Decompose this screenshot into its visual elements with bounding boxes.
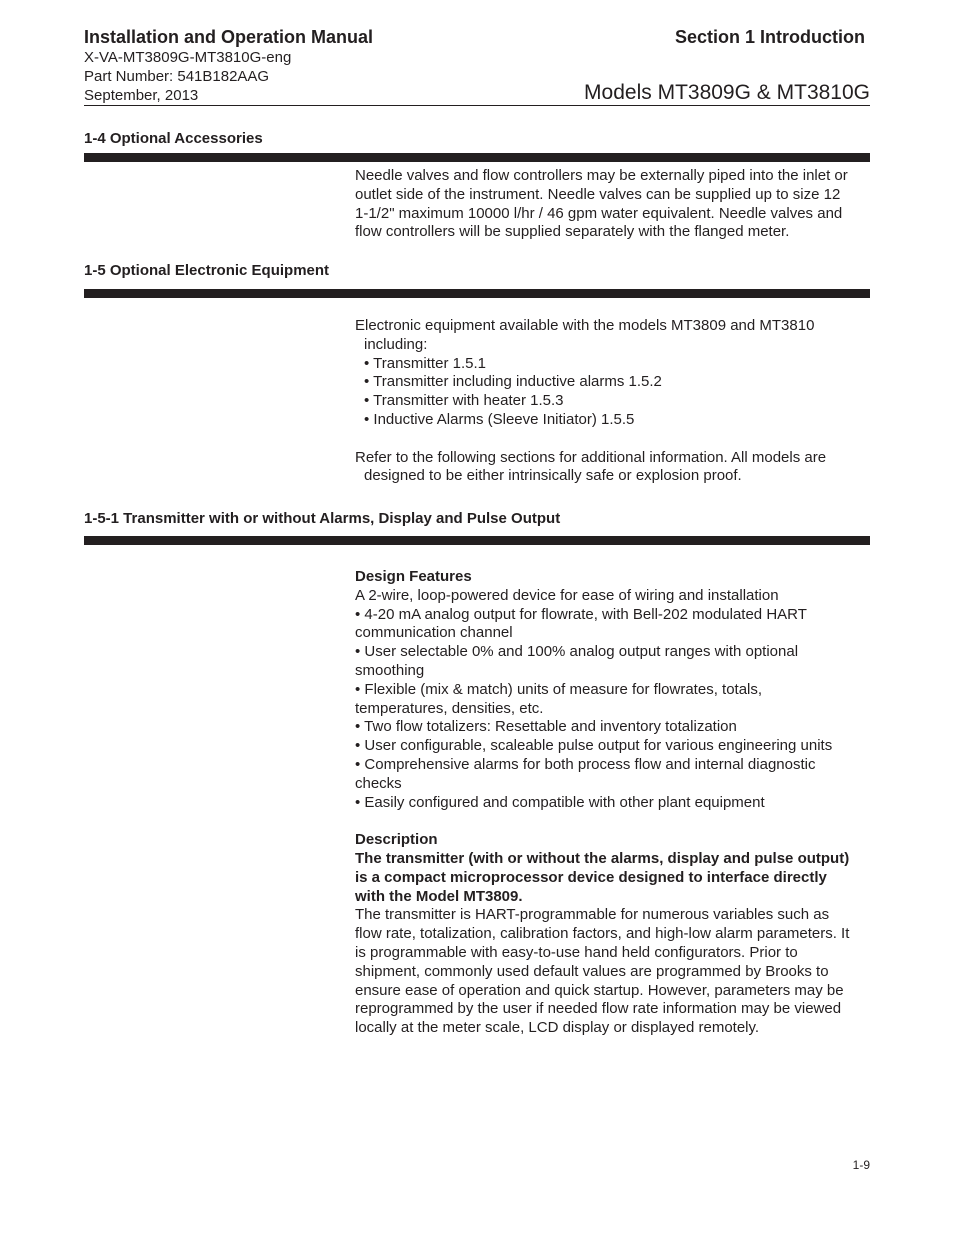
section-1-4-title: 1-4 Optional Accessories [84, 130, 263, 147]
description-heading: Description [355, 831, 438, 849]
list-item: • Transmitter including inductive alarms 1.5.2 [364, 373, 662, 391]
text-line: • User configurable, scaleable pulse output for various engineering units [355, 737, 833, 755]
header-divider [84, 105, 870, 106]
section-1-5-title: 1-5 Optional Electronic Equipment [84, 262, 330, 279]
text-line: is a compact microprocessor device designed to interface directly [355, 868, 827, 886]
section-1-4-body [355, 167, 870, 242]
text-line: 1-1/2" maximum 10000 l/hr / 46 gpm water equivalent. Needle valves and [355, 204, 843, 222]
text-line: • 4-20 mA analog output for flowrate, with Bell-202 modulated HART [355, 605, 807, 623]
section-1-5-body [355, 317, 870, 486]
text-line: Needle valves and flow controllers may be externally piped into the inlet or [355, 167, 848, 184]
text-line: A 2-wire, loop-powered device for ease of wiring and installation [355, 586, 779, 604]
text-line: shipment, commonly used default values are programmed by Brooks to [355, 962, 829, 980]
text-line: • User selectable 0% and 100% analog output ranges with optional [355, 643, 799, 661]
text-line: checks [355, 774, 402, 792]
models-title: Models MT3809G & MT3810G [584, 81, 870, 104]
section-1-4-bar [84, 153, 870, 162]
text-line: • Two flow totalizers: Resettable and inventory totalization [355, 718, 737, 736]
text-line: • Flexible (mix & match) units of measure for flowrates, totals, [355, 680, 763, 698]
text-line: smoothing [355, 661, 425, 679]
text-line: Electronic equipment available with the models MT3809 and MT3810 [355, 317, 815, 334]
text-line: ensure ease of operation and quick startup. However, parameters may be [355, 981, 844, 999]
text-line: designed to be either intrinsically safe or explosion proof. [364, 467, 742, 485]
list-item: • Transmitter with heater 1.5.3 [364, 392, 564, 410]
list-item: • Transmitter 1.5.1 [364, 354, 486, 372]
text-line: outlet side of the instrument. Needle valves can be supplied up to size 12 [355, 185, 841, 203]
doc-id: X-VA-MT3809G-MT3810G-eng [84, 49, 292, 66]
list-item: • Inductive Alarms (Sleeve Initiator) 1.5.5 [364, 410, 635, 428]
text-line: Refer to the following sections for additional information. All models are [355, 448, 827, 466]
text-line: • Easily configured and compatible with other plant equipment [355, 793, 765, 811]
doc-date: September, 2013 [84, 87, 199, 104]
text-line: flow rate, totalization, calibration factors, and high-low alarm parameters. It [355, 925, 850, 943]
text-line: • Comprehensive alarms for both process flow and internal diagnostic [355, 755, 816, 773]
text-line: is programmable with easy-to-use hand held configurators. Prior to [355, 943, 798, 961]
section-1-5-1-bar [84, 536, 870, 545]
design-features-heading: Design Features [355, 568, 472, 585]
text-line: temperatures, densities, etc. [355, 699, 544, 717]
text-line: flow controllers will be supplied separately with the flanged meter. [355, 223, 790, 241]
text-line: The transmitter (with or without the alarms, display and pulse output) [355, 849, 850, 867]
section-1-5-bar [84, 289, 870, 298]
text-line: including: [364, 335, 428, 353]
text-line: communication channel [355, 624, 513, 642]
section-1-5-1-title: 1-5-1 Transmitter with or without Alarms, Display and Pulse Output [84, 510, 561, 527]
text-line: reprogrammed by the user if needed flow rate information may be viewed [355, 1000, 842, 1018]
text-line: with the Model MT3809. [355, 887, 523, 905]
manual-title: Installation and Operation Manual [84, 27, 374, 47]
section-title: Section 1 Introduction [674, 27, 865, 47]
section-1-5-1-body [355, 568, 870, 1038]
text-line: locally at the meter scale, LCD display or displayed remotely. [355, 1019, 760, 1037]
part-number: Part Number: 541B182AAG [84, 68, 270, 85]
page-number: 1-9 [852, 1158, 870, 1172]
text-line: The transmitter is HART-programmable for numerous variables such as [355, 906, 830, 924]
